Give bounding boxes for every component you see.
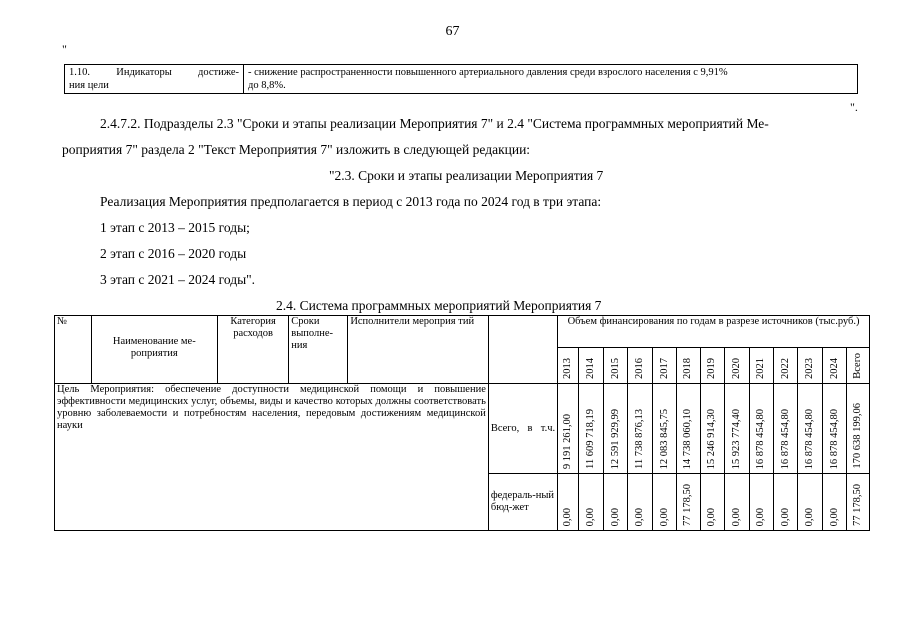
paragraph-amendment-line1: 2.4.7.2. Подразделы 2.3 "Сроки и этапы реализации Мероприятия 7" и 2.4 "Система программных мероприятий Ме-: [100, 116, 769, 131]
indicator-label-line1: 1.10. Индикаторы достиже-: [69, 67, 239, 78]
year-header: 2013: [558, 348, 579, 384]
year-header: 2020: [725, 348, 749, 384]
value-cell: 15 923 774,40: [725, 384, 749, 474]
value-cell: 0,00: [725, 474, 749, 531]
value-cell: 16 878 454,80: [773, 384, 797, 474]
header-name: Наименование ме-роприятия: [91, 316, 217, 384]
close-quote: ".: [850, 100, 858, 114]
value-cell: 16 878 454,80: [798, 384, 822, 474]
year-header: 2019: [700, 348, 724, 384]
header-category: Категория расходов: [217, 316, 288, 384]
value-cell: 12 591 929,99: [603, 384, 627, 474]
year-header: 2014: [579, 348, 603, 384]
section-heading-2-3: "2.3. Сроки и этапы реализации Мероприятия 7: [329, 168, 604, 183]
year-header: 2017: [652, 348, 676, 384]
source-federal: федераль-ный бюд-жет: [488, 474, 557, 531]
section-heading-2-4: 2.4. Система программных мероприятий Мероприятия 7: [276, 298, 602, 313]
header-funding: Объем финансирования по годам в разрезе источников (тыс.руб.): [558, 316, 870, 348]
value-cell: 16 878 454,80: [822, 384, 846, 474]
header-terms: Сроки выполне-ния: [289, 316, 348, 384]
table-row: [55, 384, 870, 474]
value-cell: 0,00: [652, 474, 676, 531]
year-header-total: Всего: [847, 348, 870, 384]
indicator-label-line2: ния цели: [69, 80, 109, 91]
value-cell: 77 178,50: [677, 474, 700, 531]
header-source: [488, 316, 557, 384]
year-header: 2016: [628, 348, 652, 384]
value-cell: 0,00: [603, 474, 627, 531]
value-cell: 0,00: [798, 474, 822, 531]
value-cell: 15 246 914,30: [700, 384, 724, 474]
value-cell-total: 77 178,50: [847, 474, 870, 531]
year-header: 2018: [677, 348, 700, 384]
value-cell: 16 878 454,80: [749, 384, 773, 474]
value-cell: 0,00: [700, 474, 724, 531]
source-total: Всего, в т.ч.: [488, 384, 557, 474]
stage-3: 3 этап с 2021 – 2024 годы".: [100, 272, 256, 287]
value-cell: 0,00: [558, 474, 579, 531]
value-cell: 0,00: [579, 474, 603, 531]
indicator-value-cell: [244, 65, 858, 94]
header-number: №: [55, 316, 92, 384]
indicator-value-line2: до 8,8%.: [248, 80, 286, 91]
year-header: 2024: [822, 348, 846, 384]
year-header: 2021: [749, 348, 773, 384]
value-cell: 9 191 261,00: [558, 384, 579, 474]
value-cell: 11 738 876,13: [628, 384, 652, 474]
year-header: 2022: [773, 348, 797, 384]
value-cell-total: 170 638 199,06: [847, 384, 870, 474]
indicator-value-line1: - снижение распространенности повышенного артериального давления среди взрослого населения с 9,91%: [248, 67, 728, 78]
value-cell: 0,00: [822, 474, 846, 531]
value-cell: 14 738 060,10: [677, 384, 700, 474]
year-header: 2015: [603, 348, 627, 384]
program-table: [54, 315, 870, 531]
paragraph-period: Реализация Мероприятия предполагается в период с 2013 года по 2024 год в три этапа:: [100, 194, 602, 209]
header-executors: Исполнители мероприя тий: [348, 316, 489, 384]
paragraph-amendment-line2: роприятия 7" раздела 2 "Текст Мероприятия 7" изложить в следующей редакции:: [62, 142, 531, 157]
indicator-label-cell: [65, 65, 244, 94]
value-cell: 0,00: [773, 474, 797, 531]
value-cell: 11 609 718,19: [579, 384, 603, 474]
year-header: 2023: [798, 348, 822, 384]
page-number: 67: [445, 24, 460, 39]
indicator-table: [64, 64, 858, 94]
value-cell: 12 083 845,75: [652, 384, 676, 474]
value-cell: 0,00: [628, 474, 652, 531]
goal-text: Цель Мероприятия: обеспечение доступности медицинской помощи и повышение эффективности медицинских услуг, объемы, виды и качество которых должны соответствовать уровню заболеваемости и потребностям населения, передовым достижениям медицинской науки: [55, 384, 489, 531]
stage-1: 1 этап с 2013 – 2015 годы;: [100, 220, 250, 235]
open-quote: ": [62, 42, 67, 56]
stage-2: 2 этап с 2016 – 2020 годы: [100, 246, 247, 261]
value-cell: 0,00: [749, 474, 773, 531]
